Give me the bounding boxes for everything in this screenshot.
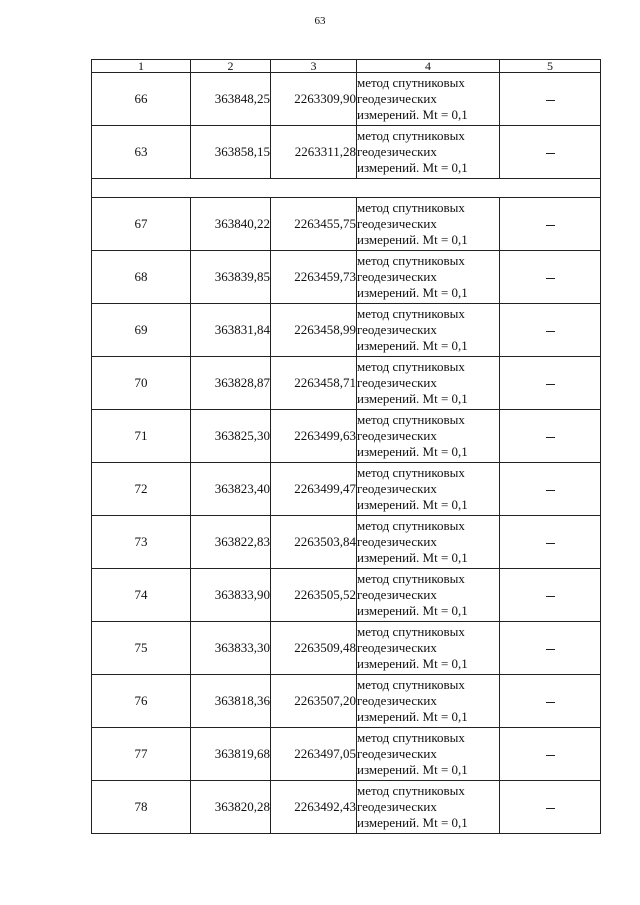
empty-mark [546,755,555,756]
method-line-1: метод спутниковых [357,200,465,215]
empty-mark [546,100,555,101]
point-number-cell: 73 [92,516,191,569]
y-coordinate-cell: 2263497,05 [271,728,357,781]
y-coordinate-cell: 2263458,71 [271,357,357,410]
method-cell [357,126,500,179]
note-cell [500,675,601,728]
method-line-1: метод спутниковых [357,465,465,480]
method-cell [357,781,500,834]
y-coordinate-cell: 2263311,28 [271,126,357,179]
note-cell [500,728,601,781]
x-coordinate-cell: 363823,40 [191,463,271,516]
table-row [92,622,601,675]
x-coordinate-cell: 363858,15 [191,126,271,179]
note-cell [500,357,601,410]
x-coordinate-cell: 363820,28 [191,781,271,834]
note-cell [500,251,601,304]
y-coordinate-cell: 2263309,90 [271,73,357,126]
method-line-3: измерений. Mt = 0,1 [357,656,468,671]
method-line-1: метод спутниковых [357,571,465,586]
note-cell [500,304,601,357]
method-cell [357,410,500,463]
note-cell [500,410,601,463]
y-coordinate-cell: 2263507,20 [271,675,357,728]
point-number-cell: 75 [92,622,191,675]
method-line-3: измерений. Mt = 0,1 [357,444,468,459]
y-coordinate-cell: 2263503,84 [271,516,357,569]
column-header-2: 2 [191,60,271,73]
method-line-3: измерений. Mt = 0,1 [357,107,468,122]
point-number-cell: 74 [92,569,191,622]
method-cell [357,251,500,304]
method-line-2: геодезических [357,375,437,390]
method-line-3: измерений. Mt = 0,1 [357,391,468,406]
method-line-2: геодезических [357,799,437,814]
method-cell [357,357,500,410]
method-line-2: геодезических [357,693,437,708]
table-row [92,675,601,728]
empty-mark [546,808,555,809]
method-line-3: измерений. Mt = 0,1 [357,232,468,247]
page-number: 63 [314,15,326,27]
x-coordinate-cell: 363822,83 [191,516,271,569]
method-line-2: геодезических [357,746,437,761]
empty-mark [546,437,555,438]
point-number-cell: 76 [92,675,191,728]
column-header-4: 4 [357,60,500,73]
note-cell [500,126,601,179]
method-cell [357,569,500,622]
method-cell [357,516,500,569]
table-row [92,569,601,622]
y-coordinate-cell: 2263492,43 [271,781,357,834]
method-line-1: метод спутниковых [357,730,465,745]
y-coordinate-cell: 2263455,75 [271,198,357,251]
header-row [92,60,601,73]
empty-mark [546,278,555,279]
method-line-3: измерений. Mt = 0,1 [357,603,468,618]
x-coordinate-cell: 363833,30 [191,622,271,675]
x-coordinate-cell: 363840,22 [191,198,271,251]
note-cell [500,73,601,126]
empty-mark [546,702,555,703]
method-line-1: метод спутниковых [357,518,465,533]
table-row [92,126,601,179]
point-number-cell: 77 [92,728,191,781]
empty-mark [546,490,555,491]
table-row [92,73,601,126]
point-number-cell: 63 [92,126,191,179]
method-cell [357,304,500,357]
empty-mark [546,331,555,332]
method-line-2: геодезических [357,269,437,284]
method-line-3: измерений. Mt = 0,1 [357,160,468,175]
column-header-5: 5 [500,60,601,73]
x-coordinate-cell: 363839,85 [191,251,271,304]
empty-mark [546,225,555,226]
coordinates-table [91,59,601,834]
table-row [92,516,601,569]
table-row [92,304,601,357]
method-line-1: метод спутниковых [357,253,465,268]
point-number-cell: 71 [92,410,191,463]
empty-mark [546,543,555,544]
method-cell [357,675,500,728]
method-line-3: измерений. Mt = 0,1 [357,762,468,777]
method-cell [357,73,500,126]
method-line-3: измерений. Mt = 0,1 [357,285,468,300]
point-number-cell: 66 [92,73,191,126]
y-coordinate-cell: 2263499,47 [271,463,357,516]
method-line-2: геодезических [357,144,437,159]
point-number-cell: 70 [92,357,191,410]
point-number-cell: 72 [92,463,191,516]
y-coordinate-cell: 2263509,48 [271,622,357,675]
point-number-cell: 69 [92,304,191,357]
method-line-1: метод спутниковых [357,359,465,374]
method-line-1: метод спутниковых [357,677,465,692]
x-coordinate-cell: 363831,84 [191,304,271,357]
method-cell [357,198,500,251]
method-line-2: геодезических [357,216,437,231]
method-line-1: метод спутниковых [357,306,465,321]
x-coordinate-cell: 363848,25 [191,73,271,126]
empty-mark [546,649,555,650]
method-cell [357,463,500,516]
method-line-1: метод спутниковых [357,624,465,639]
y-coordinate-cell: 2263505,52 [271,569,357,622]
method-line-2: геодезических [357,587,437,602]
note-cell [500,622,601,675]
y-coordinate-cell: 2263499,63 [271,410,357,463]
table-row [92,357,601,410]
empty-mark [546,384,555,385]
table-row [92,781,601,834]
method-line-2: геодезических [357,322,437,337]
method-line-1: метод спутниковых [357,783,465,798]
note-cell [500,569,601,622]
group-separator-cell [92,179,601,198]
y-coordinate-cell: 2263459,73 [271,251,357,304]
x-coordinate-cell: 363819,68 [191,728,271,781]
coordinates-table-body [92,60,601,834]
note-cell [500,516,601,569]
method-line-3: измерений. Mt = 0,1 [357,709,468,724]
note-cell [500,781,601,834]
method-line-2: геодезических [357,428,437,443]
method-line-3: измерений. Mt = 0,1 [357,338,468,353]
method-line-3: измерений. Mt = 0,1 [357,550,468,565]
method-line-2: геодезических [357,91,437,106]
point-number-cell: 68 [92,251,191,304]
table-row [92,463,601,516]
empty-mark [546,153,555,154]
method-cell [357,728,500,781]
table-row [92,410,601,463]
note-cell [500,198,601,251]
x-coordinate-cell: 363818,36 [191,675,271,728]
table-row [92,251,601,304]
point-number-cell: 67 [92,198,191,251]
column-header-1: 1 [92,60,191,73]
y-coordinate-cell: 2263458,99 [271,304,357,357]
empty-mark [546,596,555,597]
method-line-2: геодезических [357,481,437,496]
table-row [92,198,601,251]
method-line-2: геодезических [357,534,437,549]
method-line-1: метод спутниковых [357,412,465,427]
point-number-cell: 78 [92,781,191,834]
method-cell [357,622,500,675]
table-row [92,728,601,781]
column-header-3: 3 [271,60,357,73]
note-cell [500,463,601,516]
method-line-1: метод спутниковых [357,128,465,143]
x-coordinate-cell: 363828,87 [191,357,271,410]
method-line-3: измерений. Mt = 0,1 [357,815,468,830]
group-separator-row [92,179,601,198]
method-line-3: измерений. Mt = 0,1 [357,497,468,512]
x-coordinate-cell: 363833,90 [191,569,271,622]
x-coordinate-cell: 363825,30 [191,410,271,463]
method-line-1: метод спутниковых [357,75,465,90]
method-line-2: геодезических [357,640,437,655]
